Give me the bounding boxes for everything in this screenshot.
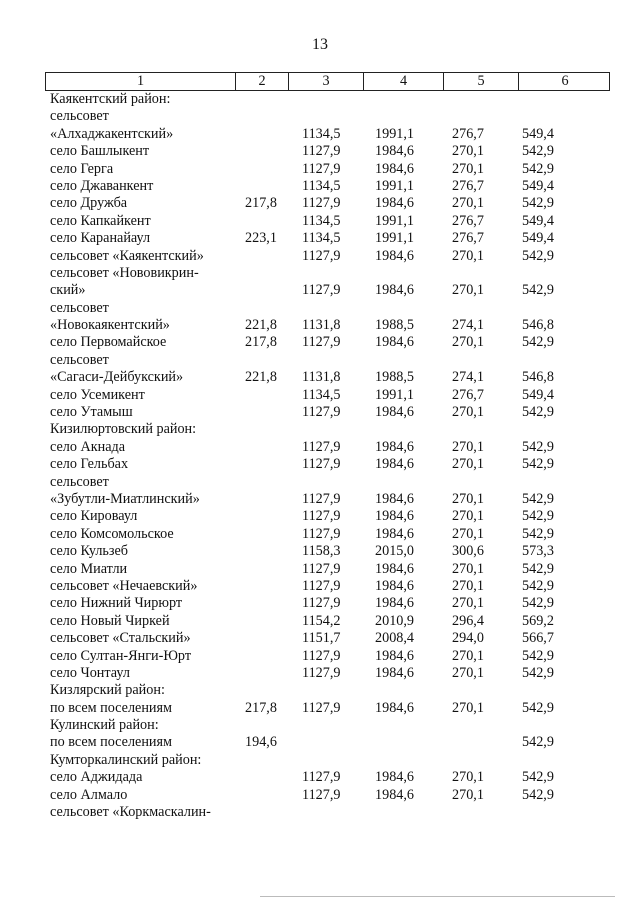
value-col-6: 542,9: [522, 734, 554, 751]
settlement-name: [50, 543, 235, 560]
table-row: [45, 230, 610, 247]
value-col-5: 276,7: [452, 386, 484, 403]
value-col-3: 1127,9: [302, 143, 341, 160]
value-col-4: 1984,6: [375, 647, 415, 664]
table-row: [45, 804, 610, 821]
settlement-name: [50, 230, 235, 247]
settlement-name: [50, 526, 235, 543]
value-col-6: 542,9: [522, 282, 554, 299]
settlement-name-line: село Каранайаул: [50, 230, 151, 247]
settlement-name-line: Кизлярский район:: [50, 682, 165, 699]
value-col-6: 566,7: [522, 630, 554, 647]
value-col-5: 270,1: [452, 664, 484, 681]
settlement-name: [50, 352, 235, 387]
settlement-name: [50, 421, 235, 438]
settlement-name: [50, 700, 235, 717]
value-col-4: 1991,1: [375, 177, 415, 194]
settlement-name-line: село Капкайкент: [50, 212, 151, 229]
table-row: [45, 456, 610, 473]
settlement-name: [50, 648, 235, 665]
page-number: 13: [312, 36, 328, 53]
settlement-name-line: село Башлыкент: [50, 143, 150, 160]
value-col-5: 276,7: [452, 212, 484, 229]
value-col-3: 1127,9: [302, 490, 341, 507]
value-col-4: 1984,6: [375, 525, 415, 542]
settlement-name-line: сельсовет: [50, 299, 109, 316]
settlement-name-line: Кизилюртовский район:: [50, 421, 197, 438]
value-col-6: 542,9: [522, 595, 554, 612]
settlement-name-line: ский»: [50, 282, 86, 299]
value-col-3: 1131,8: [302, 317, 341, 334]
value-col-5: 270,1: [452, 195, 484, 212]
settlement-name: [50, 195, 235, 212]
table-row: [45, 613, 610, 630]
value-col-5: 270,1: [452, 699, 484, 716]
settlement-name-line: село Алмало: [50, 786, 128, 803]
value-col-3: 1127,9: [302, 334, 341, 351]
value-col-6: 542,9: [522, 160, 554, 177]
value-col-5: 270,1: [452, 647, 484, 664]
value-col-4: 1988,5: [375, 369, 415, 386]
value-col-5: 270,1: [452, 456, 484, 473]
value-col-3: 1127,9: [302, 282, 341, 299]
settlement-name-line: сельсовет: [50, 351, 109, 368]
settlement-name: [50, 387, 235, 404]
settlement-name-line: село Акнада: [50, 438, 126, 455]
value-col-3: 1127,9: [302, 699, 341, 716]
settlement-name-line: по всем поселениям: [50, 699, 173, 716]
table-body: [45, 91, 610, 821]
value-col-4: 2008,4: [375, 630, 415, 647]
settlement-name-line: сельсовет «Стальский»: [50, 630, 191, 647]
settlement-name: [50, 804, 235, 821]
value-col-6: 542,9: [522, 664, 554, 681]
value-col-3: 1134,5: [302, 125, 341, 142]
value-col-4: 1991,1: [375, 212, 415, 229]
value-col-4: 1984,6: [375, 595, 415, 612]
settlement-name-line: село Усемикент: [50, 386, 145, 403]
header-col-6: 6: [561, 73, 569, 89]
tariff-table: [45, 72, 610, 821]
value-col-6: 542,9: [522, 143, 554, 160]
value-col-5: 270,1: [452, 438, 484, 455]
value-col-5: 276,7: [452, 230, 484, 247]
settlement-name: [50, 91, 235, 108]
settlement-name: [50, 213, 235, 230]
table-row: [45, 543, 610, 560]
settlement-name-line: «Алхаджакентский»: [50, 125, 174, 142]
settlement-name: [50, 630, 235, 647]
value-col-4: 1984,6: [375, 490, 415, 507]
settlement-name: [50, 717, 235, 734]
value-col-4: 1984,6: [375, 247, 415, 264]
value-col-3: 1127,9: [302, 438, 341, 455]
value-col-6: 542,9: [522, 786, 554, 803]
value-col-5: 270,1: [452, 595, 484, 612]
table-row: [45, 91, 610, 108]
value-col-6: 542,9: [522, 334, 554, 351]
value-col-5: 270,1: [452, 508, 484, 525]
value-col-3: 1127,9: [302, 404, 341, 421]
value-col-3: 1127,9: [302, 195, 341, 212]
table-row: [45, 248, 610, 265]
value-col-3: 1127,9: [302, 786, 341, 803]
value-col-5: 276,7: [452, 125, 484, 142]
settlement-name: [50, 682, 235, 699]
value-col-4: 2015,0: [375, 543, 415, 560]
settlement-name-line: село Джаванкент: [50, 177, 154, 194]
settlement-name-line: село Новый Чиркей: [50, 612, 170, 629]
value-col-6: 549,4: [522, 125, 554, 142]
settlement-name-line: село Султан-Янги-Юрт: [50, 647, 192, 664]
value-col-3: 1131,8: [302, 369, 341, 386]
settlement-name: [50, 769, 235, 786]
settlement-name: [50, 613, 235, 630]
settlement-name: [50, 161, 235, 178]
settlement-name: [50, 474, 235, 509]
settlement-name-line: Кулинский район:: [50, 717, 159, 734]
value-col-5: 270,1: [452, 577, 484, 594]
settlement-name: [50, 578, 235, 595]
value-col-2: 217,8: [245, 699, 277, 716]
table-row: [45, 630, 610, 647]
settlement-name-line: сельсовет «Каякентский»: [50, 247, 204, 264]
settlement-name-line: сельсовет: [50, 473, 109, 490]
table-row: [45, 300, 610, 335]
value-col-5: 300,6: [452, 543, 484, 560]
value-col-4: 1991,1: [375, 125, 415, 142]
table-row: [45, 769, 610, 786]
settlement-name: [50, 108, 235, 143]
value-col-5: 294,0: [452, 630, 484, 647]
value-col-4: 1984,6: [375, 577, 415, 594]
settlement-name: [50, 787, 235, 804]
value-col-6: 542,9: [522, 577, 554, 594]
value-col-6: 542,9: [522, 404, 554, 421]
value-col-5: 270,1: [452, 769, 484, 786]
value-col-6: 549,4: [522, 177, 554, 194]
value-col-6: 542,9: [522, 560, 554, 577]
settlement-name-line: «Зубутли-Миатлинский»: [50, 490, 200, 507]
settlement-name: [50, 595, 235, 612]
settlement-name: [50, 300, 235, 335]
value-col-4: 1984,6: [375, 664, 415, 681]
value-col-5: 274,1: [452, 317, 484, 334]
value-col-6: 542,9: [522, 247, 554, 264]
value-col-4: 2010,9: [375, 612, 415, 629]
settlement-name-line: сельсовет «Нечаевский»: [50, 577, 198, 594]
header-col-2: 2: [236, 73, 289, 90]
table-row: [45, 508, 610, 525]
value-col-4: 1991,1: [375, 386, 415, 403]
settlement-name-line: село Нижний Чирюрт: [50, 595, 183, 612]
value-col-3: 1127,9: [302, 560, 341, 577]
value-col-4: 1984,6: [375, 404, 415, 421]
settlement-name: [50, 456, 235, 473]
value-col-5: 270,1: [452, 334, 484, 351]
value-col-2: 194,6: [245, 734, 277, 751]
settlement-name-line: сельсовет «Нововикрин-: [50, 264, 199, 281]
value-col-3: 1127,9: [302, 508, 341, 525]
value-col-3: 1127,9: [302, 525, 341, 542]
settlement-name: [50, 334, 235, 351]
table-row: [45, 561, 610, 578]
value-col-5: 270,1: [452, 560, 484, 577]
settlement-name-line: «Сагаси-Дейбукский»: [50, 369, 184, 386]
value-col-6: 549,4: [522, 230, 554, 247]
value-col-5: 270,1: [452, 282, 484, 299]
value-col-4: 1984,6: [375, 508, 415, 525]
value-col-4: 1984,6: [375, 195, 415, 212]
header-col-5: 5: [444, 73, 519, 90]
value-col-6: 546,8: [522, 369, 554, 386]
value-col-5: 276,7: [452, 177, 484, 194]
value-col-3: 1158,3: [302, 543, 341, 560]
value-col-6: 542,9: [522, 456, 554, 473]
value-col-6: 542,9: [522, 647, 554, 664]
value-col-4: 1984,6: [375, 282, 415, 299]
bottom-rule: [260, 896, 615, 897]
settlement-name: [50, 508, 235, 525]
settlement-name-line: по всем поселениям: [50, 734, 173, 751]
settlement-name-line: село Комсомольское: [50, 525, 174, 542]
value-col-6: 542,9: [522, 508, 554, 525]
settlement-name: [50, 752, 235, 769]
header-col-1: 1: [46, 73, 236, 90]
value-col-6: 542,9: [522, 490, 554, 507]
table-row: [45, 787, 610, 804]
settlement-name-line: село Миатли: [50, 560, 128, 577]
value-col-3: 1127,9: [302, 595, 341, 612]
settlement-name-line: сельсовет: [50, 108, 109, 125]
value-col-5: 296,4: [452, 612, 484, 629]
table-row: [45, 526, 610, 543]
value-col-5: 270,1: [452, 490, 484, 507]
table-row: [45, 195, 610, 212]
settlement-name: [50, 404, 235, 421]
value-col-6: 573,3: [522, 543, 554, 560]
value-col-4: 1984,6: [375, 456, 415, 473]
value-col-3: 1127,9: [302, 769, 341, 786]
settlement-name-line: «Новокаякентский»: [50, 317, 170, 334]
settlement-name: [50, 734, 235, 751]
value-col-2: 221,8: [245, 369, 277, 386]
table-row: [45, 387, 610, 404]
table-row: [45, 734, 610, 751]
value-col-3: 1134,5: [302, 230, 341, 247]
settlement-name: [50, 178, 235, 195]
table-row: [45, 352, 610, 387]
value-col-2: 217,8: [245, 334, 277, 351]
header-col-4: 4: [364, 73, 444, 90]
settlement-name: [50, 143, 235, 160]
settlement-name: [50, 561, 235, 578]
value-col-6: 542,9: [522, 438, 554, 455]
table-row: [45, 474, 610, 509]
table-row: [45, 404, 610, 421]
settlement-name-line: Кумторкалинский район:: [50, 751, 202, 768]
value-col-3: 1127,9: [302, 647, 341, 664]
table-row: [45, 161, 610, 178]
table-row: [45, 439, 610, 456]
value-col-6: 542,9: [522, 769, 554, 786]
value-col-6: 569,2: [522, 612, 554, 629]
value-col-4: 1984,6: [375, 143, 415, 160]
table-row: [45, 143, 610, 160]
value-col-4: 1984,6: [375, 160, 415, 177]
settlement-name-line: сельсовет «Коркмаскалин-: [50, 804, 211, 821]
value-col-6: 542,9: [522, 195, 554, 212]
value-col-4: 1984,6: [375, 786, 415, 803]
settlement-name: [50, 248, 235, 265]
table-row: [45, 717, 610, 734]
value-col-4: 1984,6: [375, 769, 415, 786]
value-col-3: 1151,7: [302, 630, 341, 647]
settlement-name-line: село Чонтаул: [50, 664, 130, 681]
value-col-4: 1984,6: [375, 699, 415, 716]
table-row: [45, 578, 610, 595]
table-row: [45, 648, 610, 665]
settlement-name-line: Каякентский район:: [50, 91, 171, 107]
value-col-2: 221,8: [245, 317, 277, 334]
value-col-3: 1127,9: [302, 160, 341, 177]
value-col-3: 1134,5: [302, 386, 341, 403]
value-col-3: 1127,9: [302, 577, 341, 594]
value-col-6: 542,9: [522, 699, 554, 716]
table-row: [45, 108, 610, 143]
table-row: [45, 752, 610, 769]
value-col-5: 270,1: [452, 160, 484, 177]
table-row: [45, 178, 610, 195]
value-col-6: 549,4: [522, 212, 554, 229]
value-col-2: 217,8: [245, 195, 277, 212]
settlement-name-line: село Аджидада: [50, 769, 143, 786]
value-col-5: 270,1: [452, 404, 484, 421]
value-col-5: 274,1: [452, 369, 484, 386]
value-col-4: 1988,5: [375, 317, 415, 334]
value-col-6: 546,8: [522, 317, 554, 334]
value-col-6: 549,4: [522, 386, 554, 403]
value-col-3: 1134,5: [302, 212, 341, 229]
settlement-name-line: село Кироваул: [50, 508, 138, 525]
table-row: [45, 421, 610, 438]
value-col-3: 1127,9: [302, 664, 341, 681]
value-col-3: 1154,2: [302, 612, 341, 629]
table-row: [45, 213, 610, 230]
value-col-4: 1984,6: [375, 560, 415, 577]
settlement-name: [50, 439, 235, 456]
value-col-4: 1991,1: [375, 230, 415, 247]
table-header: [45, 72, 610, 91]
table-row: [45, 334, 610, 351]
settlement-name-line: село Гельбах: [50, 456, 129, 473]
table-row: [45, 682, 610, 699]
table-row: [45, 265, 610, 300]
settlement-name-line: село Дружба: [50, 195, 128, 212]
value-col-2: 223,1: [245, 230, 277, 247]
value-col-5: 270,1: [452, 247, 484, 264]
settlement-name: [50, 665, 235, 682]
value-col-4: 1984,6: [375, 334, 415, 351]
header-col-3: 3: [289, 73, 364, 90]
settlement-name-line: село Кульзеб: [50, 543, 129, 560]
settlement-name-line: село Герга: [50, 160, 114, 177]
value-col-3: 1127,9: [302, 456, 341, 473]
settlement-name: [50, 265, 235, 300]
value-col-4: 1984,6: [375, 438, 415, 455]
value-col-3: 1134,5: [302, 177, 341, 194]
settlement-name-line: село Первомайское: [50, 334, 167, 351]
value-col-5: 270,1: [452, 525, 484, 542]
value-col-3: 1127,9: [302, 247, 341, 264]
value-col-5: 270,1: [452, 786, 484, 803]
table-row: [45, 595, 610, 612]
value-col-5: 270,1: [452, 143, 484, 160]
table-row: [45, 665, 610, 682]
table-row: [45, 700, 610, 717]
value-col-6: 542,9: [522, 525, 554, 542]
settlement-name-line: село Утамыш: [50, 404, 133, 421]
